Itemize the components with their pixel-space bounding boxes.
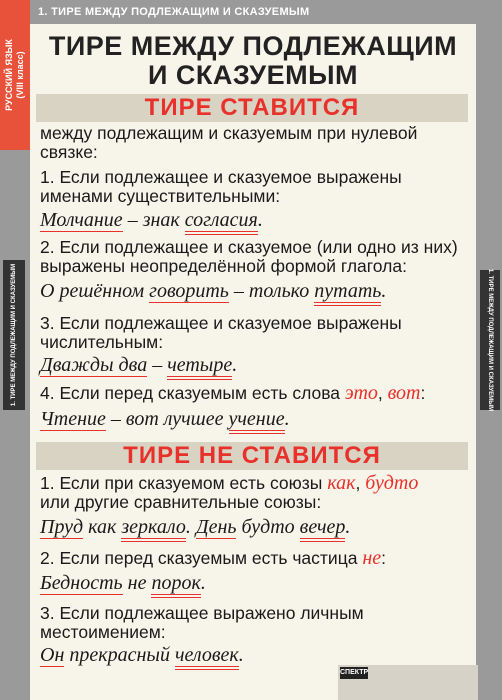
ex2-start: О решённом bbox=[40, 280, 150, 302]
example4 bbox=[40, 408, 470, 430]
neg-rule1-main: 1. Если при сказуемом есть союзы bbox=[40, 473, 328, 493]
subject-label bbox=[0, 0, 30, 150]
side-tab-left-text: 1. ТИРЕ МЕЖДУ ПОДЛЕЖАЩИМ И СКАЗУЕМЫМ bbox=[11, 263, 17, 407]
neg-ex3-d: . bbox=[238, 644, 244, 666]
neg-rule1-word1: как bbox=[327, 472, 356, 494]
ex4-subject: Чтение bbox=[40, 408, 106, 430]
neg-ex1-b: как bbox=[83, 516, 122, 538]
neg-example2 bbox=[40, 572, 470, 594]
top-bar-text: 1. ТИРЕ МЕЖДУ ПОДЛЕЖАЩИМ И СКАЗУЕМЫМ bbox=[38, 6, 310, 18]
neg-rule1-rest: или другие сравнительные союзы: bbox=[40, 492, 322, 512]
section1-heading: ТИРЕ СТАВИТСЯ bbox=[144, 94, 360, 121]
neg-ex3-b: прекрасный bbox=[64, 644, 175, 666]
ex4-predicate: учение bbox=[229, 408, 285, 434]
ex2-predicate: путать bbox=[314, 280, 381, 306]
rule4-main: 4. Если перед сказуемым есть слова bbox=[40, 383, 345, 403]
ex1-predicate: согласия bbox=[185, 209, 258, 235]
side-tab-right-text: 1. ТИРЕ МЕЖДУ ПОДЛЕЖАЩИМ И СКАЗУЕМЫМ bbox=[487, 268, 493, 412]
rule1-text: 1. Если подлежащее и сказуемое выражены именами существительными: bbox=[40, 167, 402, 206]
content bbox=[30, 24, 476, 700]
section-heading-dash bbox=[36, 94, 468, 122]
ex3-predicate: четыре bbox=[167, 354, 232, 380]
rule4-word2: вот bbox=[387, 382, 421, 404]
publisher-logo: СПЕКТР bbox=[340, 667, 368, 679]
ex1-end: . bbox=[257, 209, 263, 231]
neg-ex1-e: День bbox=[195, 516, 237, 538]
side-tab-left bbox=[3, 260, 25, 410]
neg-rule1-word2: будто bbox=[365, 472, 419, 494]
intro-text: между подлежащим и сказуемым при нулевой связке: bbox=[40, 123, 418, 162]
subject-line1: РУССКИЙ ЯЗЫК bbox=[4, 39, 14, 111]
ex4-end: . bbox=[284, 408, 290, 430]
title-line1: ТИРЕ МЕЖДУ ПОДЛЕЖАЩИМ bbox=[48, 31, 458, 61]
example3 bbox=[40, 354, 470, 376]
neg-rule3-text: 3. Если подлежащее выражено личным местоимением: bbox=[40, 603, 364, 642]
subject-line2: (VIII класс) bbox=[15, 51, 25, 99]
page-title bbox=[30, 32, 476, 90]
rule4-text bbox=[40, 384, 470, 403]
subject-text bbox=[4, 39, 26, 111]
neg-ex2-a: Бедность bbox=[40, 572, 123, 594]
neg-rule1-sep: , bbox=[355, 473, 366, 493]
neg-ex1-a: Пруд bbox=[40, 516, 84, 538]
neg-rule2-word: не bbox=[362, 547, 382, 569]
neg-rule2-end: : bbox=[381, 548, 387, 568]
ex3-end: . bbox=[232, 354, 238, 376]
section2-heading: ТИРЕ НЕ СТАВИТСЯ bbox=[123, 442, 381, 469]
neg-rule1-text bbox=[40, 474, 470, 512]
ex3-mid: – bbox=[147, 354, 168, 376]
ex1-mid: – знак bbox=[122, 209, 185, 231]
example1 bbox=[40, 209, 470, 231]
title-line2: И СКАЗУЕМЫМ bbox=[148, 60, 358, 90]
neg-example3 bbox=[40, 644, 470, 666]
rule4-sep: , bbox=[377, 383, 388, 403]
top-bar bbox=[0, 0, 502, 24]
ex1-subject: Молчание bbox=[40, 209, 123, 231]
rule4-end: : bbox=[420, 383, 426, 403]
rule2-text: 2. Если подлежащее и сказуемое (или одно из них) выражены неопределённой формой глагола: bbox=[40, 237, 458, 276]
ex2-subject: говорить bbox=[149, 280, 229, 302]
neg-ex2-d: . bbox=[200, 572, 206, 594]
neg-ex1-d: . bbox=[185, 516, 196, 538]
neg-ex1-g: вечер bbox=[300, 516, 346, 542]
neg-ex3-a: Он bbox=[40, 644, 65, 666]
publisher-footer bbox=[338, 665, 478, 700]
neg-rule2-main: 2. Если перед сказуемым есть частица bbox=[40, 548, 363, 568]
rule4-word1: это bbox=[344, 382, 378, 404]
neg-ex3-c: человек bbox=[175, 644, 239, 670]
neg-rule2-text bbox=[40, 549, 470, 568]
neg-ex2-c: порок bbox=[151, 572, 200, 598]
ex2-end: . bbox=[381, 280, 387, 302]
neg-example1 bbox=[40, 516, 470, 538]
example2 bbox=[40, 280, 470, 302]
ex2-mid: – только bbox=[228, 280, 315, 302]
side-tab-right bbox=[480, 270, 500, 410]
ex3-subject: Дважды два bbox=[40, 354, 148, 376]
neg-ex1-h: . bbox=[345, 516, 351, 538]
neg-ex1-f: будто bbox=[236, 516, 300, 538]
rule3-text: 3. Если подлежащее и сказуемое выражены числительным: bbox=[40, 313, 402, 352]
section-heading-no-dash bbox=[36, 442, 468, 470]
neg-ex2-b: не bbox=[122, 572, 152, 594]
neg-ex1-c: зеркало bbox=[121, 516, 186, 542]
ex4-mid: – вот лучшее bbox=[105, 408, 229, 430]
